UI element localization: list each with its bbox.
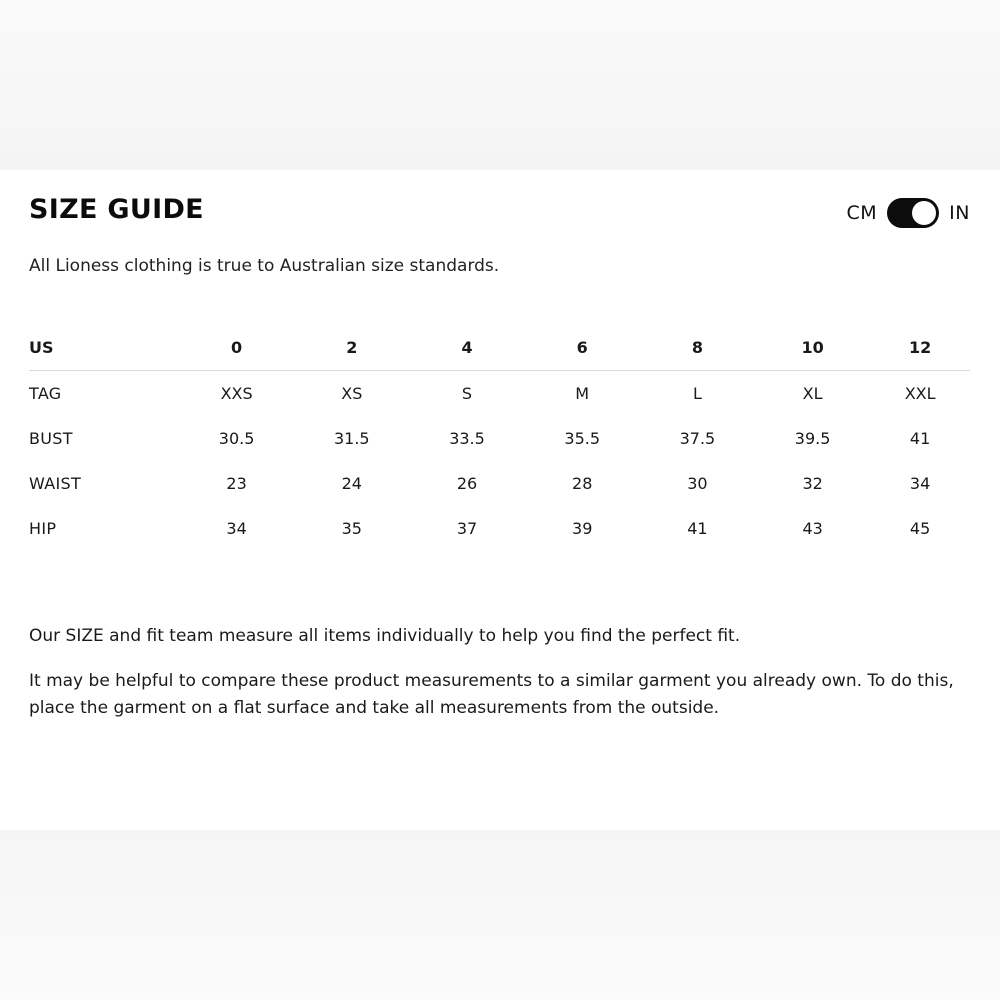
size-guide-panel: [0, 170, 1000, 830]
header-cell: 6: [525, 325, 640, 371]
table-header-row: [29, 325, 970, 371]
unit-toggle: [847, 198, 971, 228]
size-table: [29, 325, 970, 551]
table-cell: 32: [802, 474, 823, 493]
header-cell: 10: [755, 325, 870, 371]
row-label: HIP: [29, 519, 57, 538]
row-label: BUST: [29, 429, 73, 448]
table-cell: XXL: [904, 384, 936, 403]
table-cell: 31.5: [333, 429, 370, 448]
table-cell: 43: [802, 519, 823, 538]
measurement-tip: It may be helpful to compare these product measurements to a similar garment you already own. To do this, place the garment on a flat surface and take all measurements from the outside.: [29, 671, 954, 718]
table-cell: 35.5: [564, 429, 601, 448]
table-cell: 33.5: [449, 429, 485, 448]
unit-label-in[interactable]: IN: [949, 202, 970, 224]
table-cell: 35: [341, 519, 362, 538]
table-cell: 45: [909, 519, 931, 538]
header-cell: 4: [409, 325, 524, 371]
table-cell: 30.5: [218, 429, 255, 448]
row-label: TAG: [29, 384, 62, 403]
table-cell: 23: [226, 474, 247, 493]
unit-label-cm[interactable]: CM: [846, 202, 878, 224]
backdrop-top: [0, 0, 1000, 170]
table-row-waist: [29, 461, 970, 506]
table-cell: 26: [456, 474, 478, 493]
switch-knob: [912, 201, 936, 225]
table-row-hip: [29, 506, 970, 551]
table-cell: 41: [687, 519, 708, 538]
table-cell: 28: [572, 474, 593, 493]
table-cell: 24: [341, 474, 362, 493]
header-cell: US: [29, 325, 179, 371]
table-cell: L: [692, 384, 702, 403]
table-cell: 34: [909, 474, 931, 493]
table-cell: 37: [456, 519, 478, 538]
table-cell: 34: [226, 519, 247, 538]
fit-team-note: Our SIZE and fit team measure all items individually to help you find the perfect fit.: [29, 626, 741, 646]
page-title: SIZE GUIDE: [29, 194, 204, 225]
table-cell: M: [575, 384, 590, 403]
table-cell: 39: [572, 519, 593, 538]
header-cell: 8: [640, 325, 755, 371]
unit-switch[interactable]: [887, 198, 939, 228]
table-cell: XL: [802, 384, 823, 403]
backdrop-bottom: [0, 830, 1000, 1000]
table-cell: S: [461, 384, 473, 403]
table-cell: 30: [687, 474, 708, 493]
table-cell: 39.5: [794, 429, 831, 448]
header-cell: 12: [870, 325, 970, 371]
header-cell: 2: [294, 325, 409, 371]
table-cell: 37.5: [679, 429, 716, 448]
table-cell: 41: [909, 429, 931, 448]
table-cell: XS: [341, 384, 363, 403]
table-cell: XXS: [220, 384, 253, 403]
header-cell: 0: [179, 325, 294, 371]
size-standard-note: All Lioness clothing is true to Australian size standards.: [29, 256, 500, 276]
table-row-bust: [29, 416, 970, 461]
table-row-tag: [29, 371, 970, 417]
row-label: WAIST: [29, 474, 82, 493]
